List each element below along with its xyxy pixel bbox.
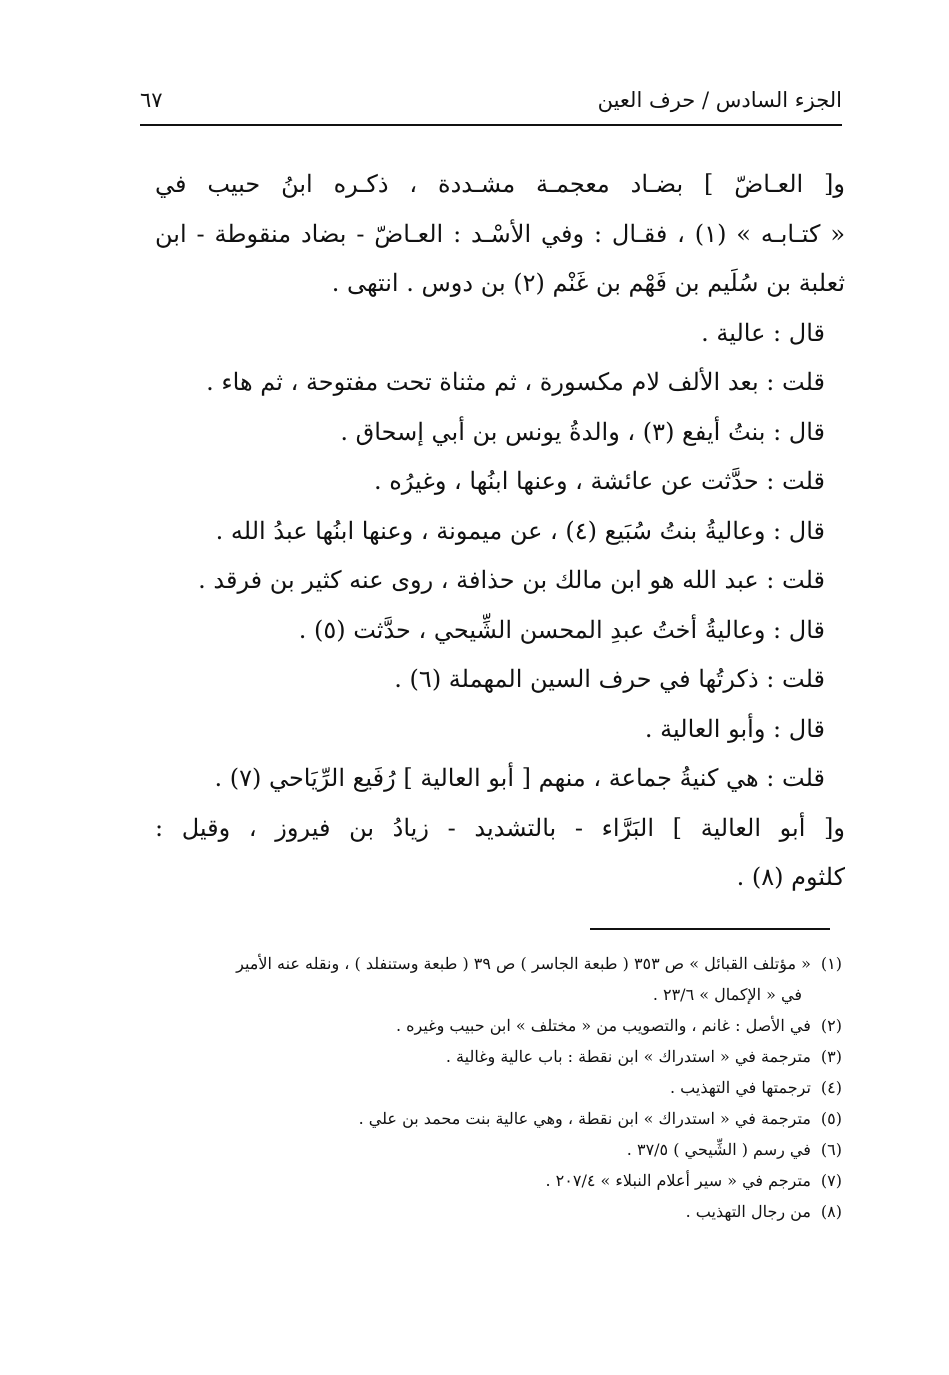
text-line: « كتـابـه » (١) ، فقـال : وفي الأسْـد : العـاضّ - بضاد منقوطة - ابن — [155, 219, 845, 248]
text-line: قلت : هي كنيةُ جماعة ، منهم [ أبو العالية ] رُفَيع الرِّيَاحي (٧) . — [214, 764, 825, 792]
footnote-text: في « الإكمال » ٢٣/٦ . — [652, 985, 802, 1004]
footnote-text: من رجال التهذيب . — [685, 1202, 811, 1221]
text-line: قال : عالية . — [701, 318, 825, 347]
text-line: و[ أبو العالية ] البَرَّاء - بالتشديد - زيادُ بن فيروز ، وقيل : — [155, 813, 845, 842]
footnotes — [140, 948, 842, 1227]
page-number: ٦٧ — [140, 88, 163, 112]
main-text — [155, 160, 845, 903]
footnote-number: (٦) — [820, 1140, 842, 1159]
footnote — [140, 1165, 842, 1196]
text-line: ثعلبة بن سُلَيم بن فَهْم بن غَنْم (٢) بن دوس . انتهى . — [331, 269, 845, 297]
page-header — [140, 88, 842, 122]
text-line: قلت : عبد الله هو ابن مالك بن حذافة ، روى عنه كثير بن فرقد . — [198, 566, 825, 594]
text-line: و[ العـاضّ ] بضـاد معجمـة مشـددة ، ذكـره ابنُ حبيب في — [155, 170, 845, 198]
footnote-continuation — [140, 979, 842, 1010]
text-line: قال : بنتُ أيفع (٣) ، والدةُ يونس بن أبي إسحاق . — [340, 417, 825, 446]
footnote-number: (٤) — [820, 1078, 842, 1097]
text-line: قلت : حدَّثت عن عائشة ، وعنها ابنُها ، وغيرُه . — [373, 467, 825, 495]
footnote-text: مترجمة في « استدراك » ابن نقطة : باب عالية وغالية . — [445, 1047, 811, 1066]
footnote — [140, 948, 842, 979]
footnote-number: (٢) — [820, 1016, 842, 1035]
footnote — [140, 1010, 842, 1041]
text-line: قلت : ذكرتُها في حرف السين المهملة (٦) . — [394, 665, 825, 693]
text-line: قال : وأبو العالية . — [644, 714, 825, 743]
footnote — [140, 1103, 842, 1134]
text-line: كلثوم (٨) . — [736, 863, 845, 891]
header-rule — [140, 124, 842, 126]
footnote-text: في الأصل : غانم ، والتصويب من « مختلف » ابن حبيب وغيره . — [395, 1016, 811, 1035]
footnote-separator — [590, 928, 830, 930]
footnote-number: (١) — [820, 954, 842, 973]
footnote-number: (٥) — [820, 1109, 842, 1128]
footnote — [140, 1072, 842, 1103]
text-line: قلت : بعد الألف لام مكسورة ، ثم مثناة تحت مفتوحة ، ثم هاء . — [206, 368, 825, 396]
text-line: قال : وعاليةُ أختُ عبدِ المحسن الشِّيحي ، حدَّثت (٥) . — [298, 615, 825, 644]
footnote — [140, 1196, 842, 1227]
footnote — [140, 1041, 842, 1072]
footnote-text: « مؤتلف القبائل » ص ٣٥٣ ( طبعة الجاسر ) ص ٣٩ ( طبعة وستنفلد ) ، ونقله عنه الأمير — [236, 954, 811, 973]
footnote-text: ترجمتها في التهذيب . — [669, 1078, 811, 1097]
text-line: قال : وعاليةُ بنتُ سُبَيع (٤) ، عن ميمونة ، وعنها ابنُها عبدُ الله . — [215, 516, 825, 545]
footnote-text: مترجمة في « استدراك » ابن نقطة ، وهي عالية بنت محمد بن علي . — [358, 1109, 811, 1128]
footnote-text: مترجم في « سير أعلام النبلاء » ٢٠٧/٤ . — [545, 1171, 811, 1190]
running-head: الجزء السادس / حرف العين — [597, 88, 842, 112]
footnote-number: (٣) — [820, 1047, 842, 1066]
footnote — [140, 1134, 842, 1165]
footnote-number: (٧) — [820, 1171, 842, 1190]
footnote-text: في رسم ( الشِّيحي ) ٣٧/٥ . — [626, 1140, 811, 1159]
footnote-number: (٨) — [820, 1202, 842, 1221]
